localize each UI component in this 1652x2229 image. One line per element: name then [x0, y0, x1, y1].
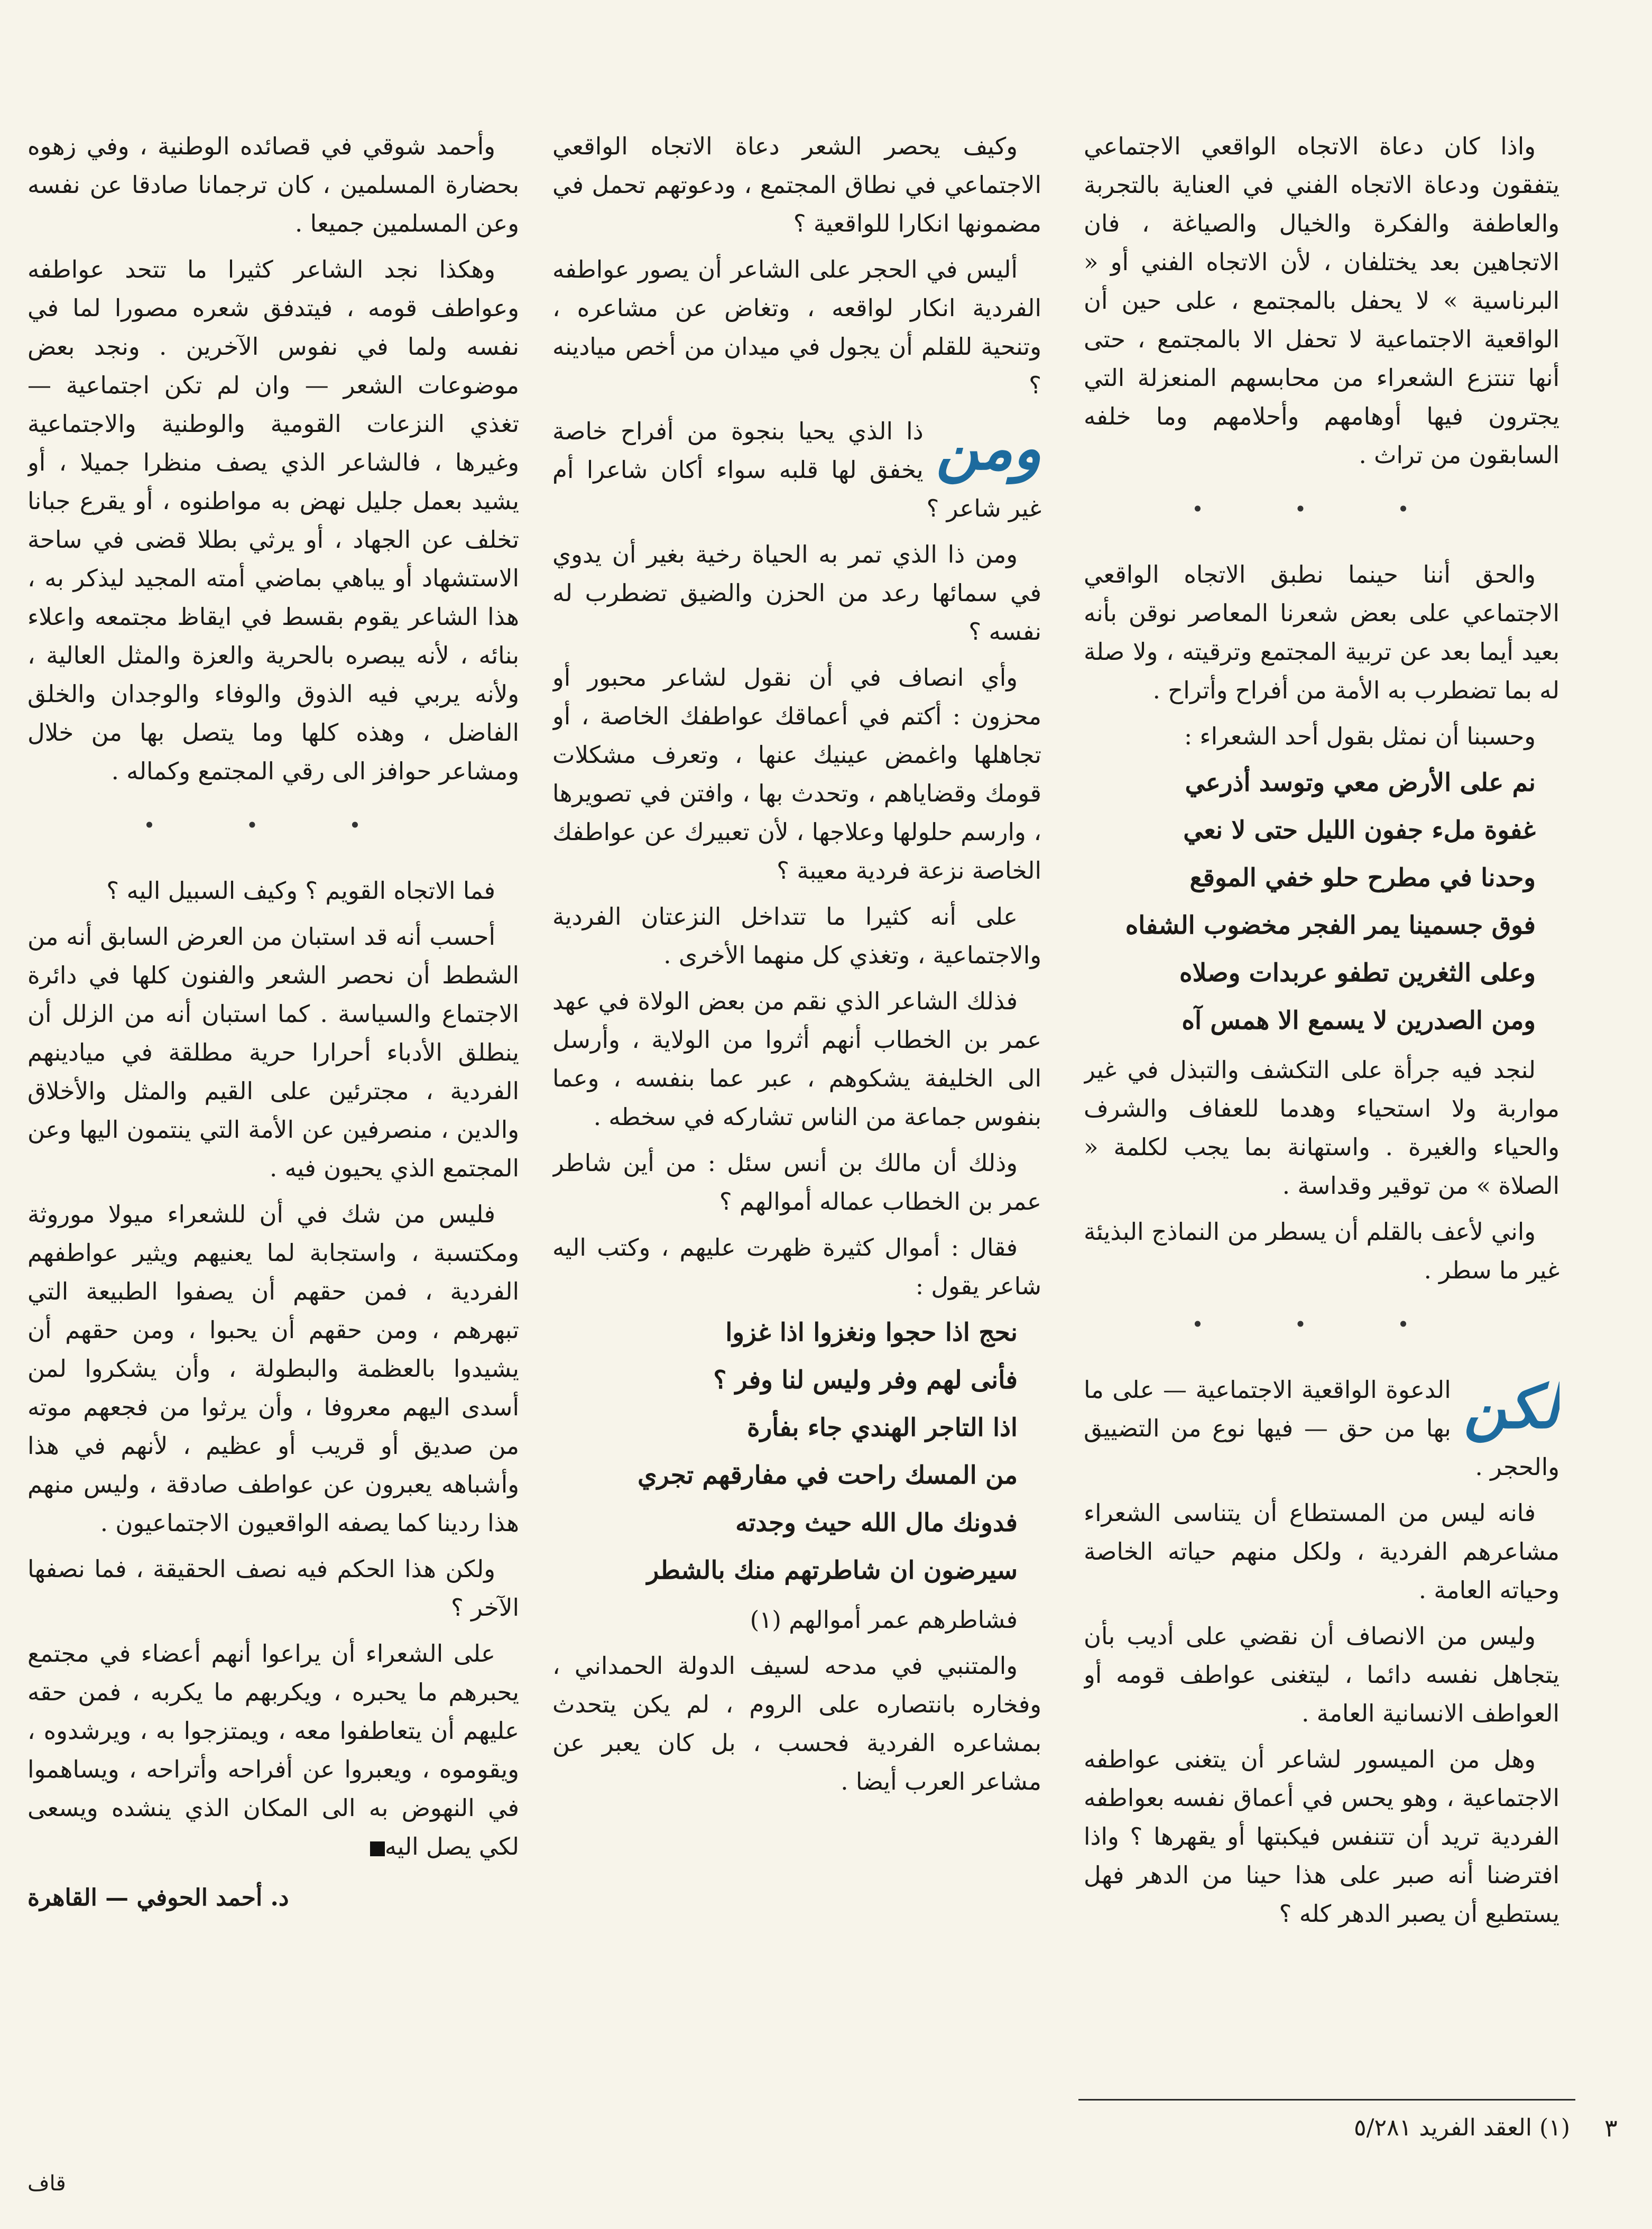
paragraph-with-dropcap — [552, 412, 1041, 528]
paragraph: وهل من الميسور لشاعر أن يتغنى عواطفه الاجتماعية ، وهو يحس في أعماق نفسه بعواطفه الفردية تريد أن تتنفس فيكبتها أو يقهرها ؟ واذا افترضنا أنه صبر على هذا حينا من الدهر فهل يستطيع أن يصبر الدهر كله ؟ — [1084, 1745, 1559, 1928]
end-of-article-mark — [370, 1841, 385, 1856]
poem-line: وحدنا في مطرح حلو خفي الموقع — [1189, 863, 1536, 892]
poem-line: فوق جسمينا يمر الفجر مخضوب الشفاه — [1125, 911, 1536, 940]
section-separator: • • • — [1192, 1313, 1452, 1336]
paragraph: وحسبنا أن نمثل بقول أحد الشعراء : — [1184, 722, 1536, 750]
paragraph: فشاطرهم عمر أموالهم (١) — [750, 1606, 1018, 1634]
poem-line: ومن الصدرين لا يسمع الا همس آه — [1182, 1006, 1536, 1035]
poem-quote — [1084, 763, 1559, 1041]
dropcap-wa-man: ومن — [936, 415, 1041, 483]
article-column-left — [27, 127, 519, 2073]
paragraph: فانه ليس من المستطاع أن يتناسى الشعراء مشاعرهم الفردية ، ولكل منهم حياته الخاصة وحياته العامة . — [1084, 1499, 1559, 1604]
paragraph: وأي انصاف في أن نقول لشاعر محبور أو محزون : أكتم في أعماقك عواطفك الخاصة ، أو تجاهلها واغمض عينيك عنها ، وتعرف مشكلات قومك وقضاياهم ، وتحدث بها ، وافتن في تصويرها ، وارسم حلولها وعلاجها ، لأن تعبيرك عن عواطفك الخاصة نزعة فردية معيبة ؟ — [552, 664, 1041, 885]
poem-line: نم على الأرض معي وتوسد أذرعي — [1185, 768, 1536, 797]
poem-line: نحج اذا حجوا ونغزوا اذا غزوا — [725, 1318, 1018, 1347]
paragraph-text: الدعوة الواقعية الاجتماعية — على ما بها من حق — فيها نوع من التضييق والحجر . — [1084, 1376, 1559, 1481]
poem-quote — [552, 1313, 1041, 1591]
dropcap-lakin: لكن — [1463, 1373, 1559, 1442]
paragraph: على أنه كثيرا ما تتداخل النزعتان الفردية والاجتماعية ، وتغذي كل منهما الأخرى . — [552, 902, 1041, 969]
section-separator: • • • — [143, 814, 403, 837]
article-column-middle — [552, 127, 1041, 2073]
paragraph: والحق أننا حينما نطبق الاتجاه الواقعي الاجتماعي على بعض شعرنا المعاصر نوقن بأنه بعيد أيما بعد عن تربية المجتمع وترقيته ، ولا صلة له بما تضطرب به الأمة من أفراح وأتراح . — [1084, 560, 1559, 704]
paragraph: لنجد فيه جرأة على التكشف والتبذل في غير مواربة ولا استحياء وهدما للعفاف والشرف والحياء والغيرة . واستهانة بما يجب لكلمة « الصلاة » من توقير وقداسة . — [1084, 1056, 1559, 1200]
paragraph: واذا كان دعاة الاتجاه الواقعي الاجتماعي يتفقون ودعاة الاتجاه الفني في العناية بالتجربة والعاطفة والفكرة والخيال والصياغة ، فان الاتجاهين بعد يختلفان ، لأن الاتجاه الفني أو « البرناسية » لا يحفل بالمجتمع ، على حين أن الواقعية الاجتماعية لا تحفل الا بالمجتمع ، حتى أنها تنتزع الشعراء من محابسهم المنعزلة التي يجترون فيها أوهامهم وأحلامهم وما خلفه السابقون من تراث . — [1084, 132, 1559, 469]
paragraph-with-dropcap — [1084, 1370, 1559, 1486]
paragraph: وهكذا نجد الشاعر كثيرا ما تتحد عواطفه وعواطف قومه ، فيتدفق شعره مصورا لما في نفسه ولما في نفوس الآخرين . ونجد بعض موضوعات الشعر — وان لم تكن اجتماعية — تغذي النزعات القومية والوطنية والاجتماعية وغيرها ، فالشاعر الذي يصف منظرا جميلا ، أو يشيد بعمل جليل نهض به مواطنوه ، أو يقرع جبانا تخلف عن الجهاد ، أو يرثي بطلا قضى في ساحة الاستشهاد أو يباهي بماضي أمته المجيد ليذكر به ، هذا الشاعر يقوم بقسط في ايقاظ مجتمعه واعلاء بنائه ، لأنه يبصره بالحرية والعزة والمثل العالية ، ولأنه يربي فيه الذوق والوفاء والوجدان والخلق الفاضل ، وهذه كلها وما يتصل بها من خلال ومشاعر حوافز الى رقي المجتمع وكماله . — [27, 255, 519, 785]
folio-mark: قاف — [27, 2171, 66, 2196]
paragraph: وأحمد شوقي في قصائده الوطنية ، وفي زهوه بحضارة المسلمين ، كان ترجمانا صادقا عن نفسه وعن المسلمين جميعا . — [27, 132, 519, 237]
paragraph: وليس من الانصاف أن نقضي على أديب بأن يتجاهل نفسه دائما ، ليتغنى عواطف قومه أو العواطف الانسانية العامة . — [1084, 1622, 1559, 1727]
paragraph: واني لأعف بالقلم أن يسطر من النماذج البذيئة غير ما سطر . — [1084, 1218, 1559, 1284]
article-column-right — [1084, 127, 1559, 2073]
page-number: ٣ — [1604, 2114, 1618, 2142]
footnote-divider — [1078, 2099, 1575, 2101]
paragraph: فما الاتجاه القويم ؟ وكيف السبيل اليه ؟ — [106, 877, 495, 905]
section-separator: • • • — [1192, 498, 1452, 521]
poem-line: وعلى الثغرين تطفو عربدات وصلاه — [1179, 959, 1536, 988]
paragraph: فليس من شك في أن للشعراء ميولا موروثة ومكتسبة ، واستجابة لما يعنيهم ويثير عواطفهم الفردية ، فمن حقهم أن يصفوا الطبيعة التي تبهرهم ، ومن حقهم أن يحبوا ، ومن حقهم أن يشيدوا بالعظمة والبطولة ، وأن يشكروا لمن أسدى اليهم معروفا ، وأن يرثوا من فجعهم موته من صديق أو قريب أو عظيم ، لأنهم في هذا وأشباهه يعبرون عن عواطف صادقة ، وليس منهم هذا ردينا كما يصفه الواقعيون الاجتماعيون . — [27, 1200, 519, 1537]
poem-line: سيرضون ان شاطرتهم منك بالشطر — [647, 1556, 1018, 1585]
poem-line: غفوة ملء جفون الليل حتى لا نعي — [1183, 816, 1536, 845]
paragraph: فذلك الشاعر الذي نقم من بعض الولاة في عهد عمر بن الخطاب أنهم أثروا من الولاية ، وأرسل الى الخليفة يشكوهم ، عبر عما بنفسه ، وعما بنفوس جماعة من الناس تشاركه في سخطه . — [552, 987, 1041, 1131]
paragraph-text: على الشعراء أن يراعوا أنهم أعضاء في مجتمع يحبرهم ما يحبره ، ويكربهم ما يكربه ، فمن حقه عليهم أن يتعاطفوا معه ، ويمتزجوا به ، ويرشدوه ، ويقوموه ، ويعبروا عن أفراحه وأتراحه ، ويساهموا في النهوض به الى المكان الذي ينشده ويسعى لكي يصل اليه — [27, 1639, 519, 1860]
paragraph-text: ذا الذي يحيا بنجوة من أفراح خاصة يخفق لها قلبه سواء أكان شاعرا أم غير شاعر ؟ — [552, 417, 1041, 522]
poem-line: اذا التاجر الهندي جاء بفأرة — [746, 1413, 1018, 1442]
paragraph: فقال : أموال كثيرة ظهرت عليهم ، وكتب اليه شاعر يقول : — [552, 1233, 1041, 1300]
paragraph: أحسب أنه قد استبان من العرض السابق أنه من الشطط أن نحصر الشعر والفنون كلها في دائرة الاجتماع والسياسة . كما استبان أنه من الزلل أن ينطلق الأدباء أحرارا حرية مطلقة في ميادينهم الفردية ، مجترئين على القيم والمثل والأخلاق والدين ، منصرفين عن الأمة التي ينتمون اليها وعن المجتمع الذي يحيون فيه . — [27, 923, 519, 1182]
poem-line: من المسك راحت في مفارقهم تجري — [638, 1461, 1018, 1490]
paragraph: ولكن هذا الحكم فيه نصف الحقيقة ، فما نصفها الآخر ؟ — [27, 1555, 519, 1622]
paragraph: أليس في الحجر على الشاعر أن يصور عواطفه الفردية انكار لواقعه ، وتغاض عن مشاعره ، وتنحية للقلم أن يجول في ميدان من أخص ميادينه ؟ — [552, 255, 1041, 399]
poem-line: فأنى لهم وفر وليس لنا وفر ؟ — [713, 1366, 1018, 1395]
paragraph: وكيف يحصر الشعر دعاة الاتجاه الواقعي الاجتماعي في نطاق المجتمع ، ودعوتهم تحمل في مضمونها انكارا للواقعية ؟ — [552, 132, 1041, 237]
paragraph — [27, 1634, 519, 1866]
paragraph: وذلك أن مالك بن أنس سئل : من أين شاطر عمر بن الخطاب عماله أموالهم ؟ — [552, 1149, 1041, 1215]
footnote: (١) العقد الفريد ٥/٢٨١ — [1353, 2114, 1570, 2141]
author-signature: د. أحمد الحوفي — القاهرة — [27, 1884, 289, 1911]
poem-line: فدونك مال الله حيث وجدته — [735, 1508, 1018, 1537]
paragraph: ومن ذا الذي تمر به الحياة رخية بغير أن يدوي في سمائها رعد من الحزن والضيق تضطرب له نفسه ؟ — [552, 540, 1041, 646]
paragraph: والمتنبي في مدحه لسيف الدولة الحمداني ، وفخاره بانتصاره على الروم ، لم يكن يتحدث بمشاعره الفردية فحسب ، بل كان يعبر عن مشاعر العرب أيضا . — [552, 1652, 1041, 1795]
